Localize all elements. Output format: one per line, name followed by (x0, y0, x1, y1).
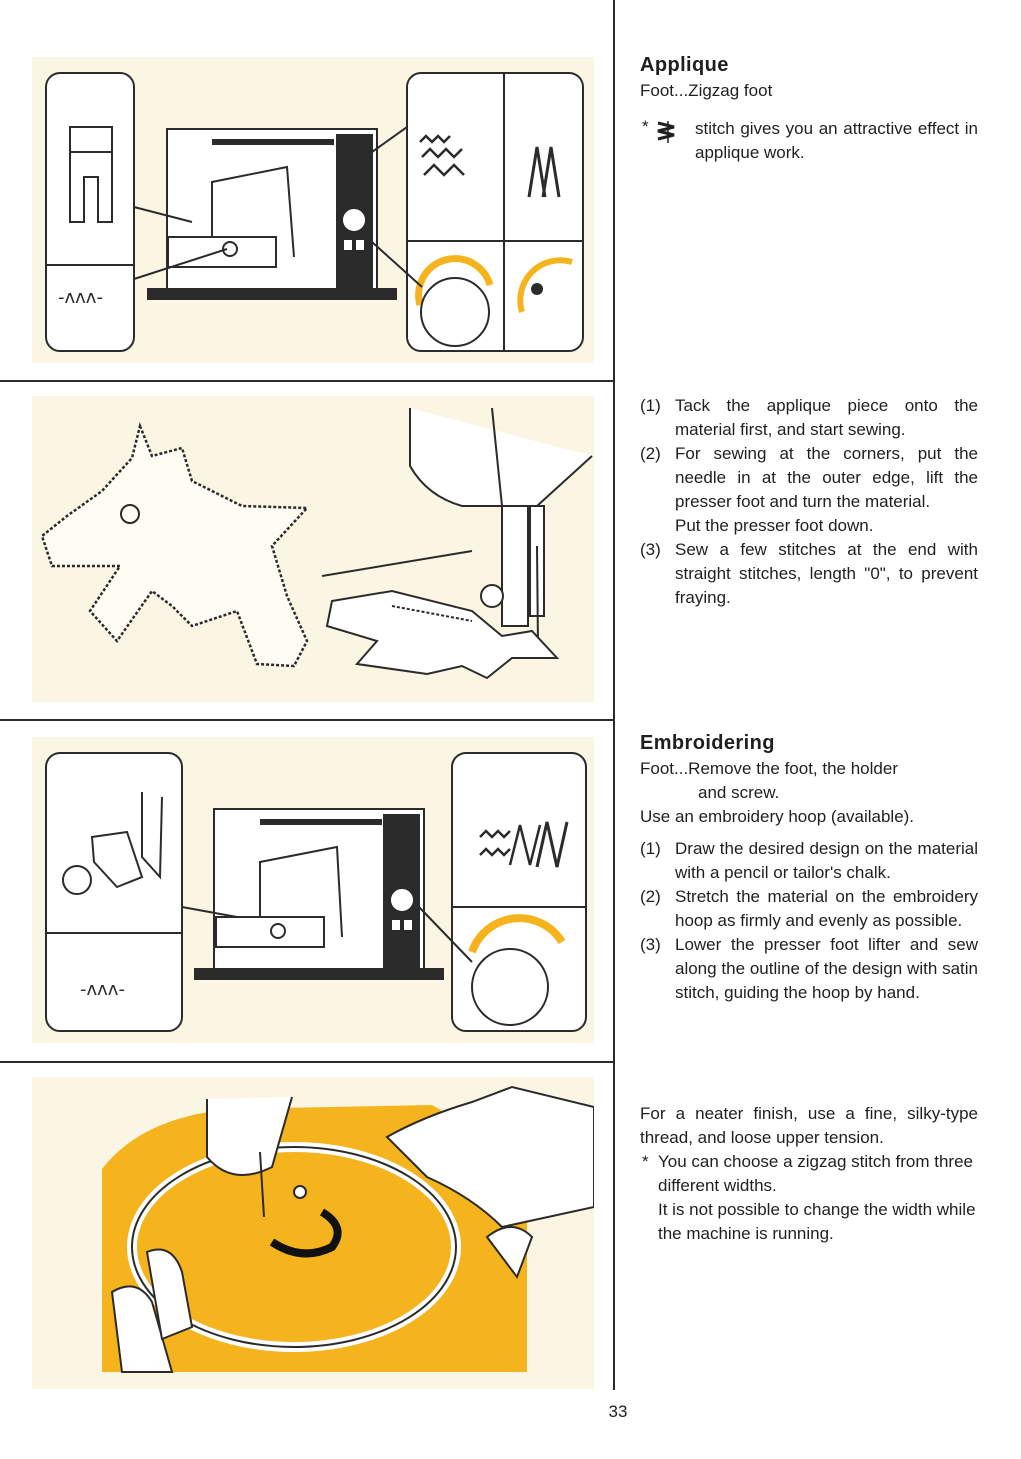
embroidering-step-1: (1) Draw the desired design on the material with a pencil or tailor's chalk. (640, 839, 978, 882)
applique-step-3: (3) Sew a few stitches at the end with straight stitches, length "0", to prevent fraying. (640, 540, 978, 607)
applique-steps (640, 394, 978, 610)
page-number: 33 (608, 1402, 628, 1421)
divider-3 (0, 1061, 614, 1063)
width-note: * You can choose a zigzag stitch from three different widths. (642, 1152, 973, 1195)
applique-foot: Foot...Zigzag foot (640, 81, 773, 100)
applique-setup-illustration (32, 57, 594, 363)
applique-step-1: (1) Tack the applique piece onto the material first, and start sewing. (640, 396, 978, 439)
zigzag-stitch-icon (654, 119, 680, 145)
applique-title: Applique (640, 54, 729, 76)
note-star: * (642, 117, 649, 136)
finish-note: For a neater finish, use a fine, silky-type thread, and loose upper tension. (640, 1104, 978, 1147)
embroidering-step-3: (3) Lower the presser foot lifter and sew along the outline of the design with satin stitch, guiding the hoop by hand. (640, 935, 978, 1002)
applique-note (640, 117, 978, 165)
embroidering-notes (640, 1102, 978, 1246)
svg-text:-ʌʌʌ-: -ʌʌʌ- (80, 979, 125, 1000)
embroidering-step-2: (2) Stretch the material on the embroidery hoop as firmly and evenly as possible. (640, 887, 978, 930)
applique-sewing-illustration (32, 396, 594, 702)
width-warning: It is not possible to change the width while the machine is running. (658, 1200, 976, 1243)
embroidering-title: Embroidering (640, 732, 775, 754)
applique-step-2: (2) For sewing at the corners, put the needle in at the outer edge, lift the presser foot and turn the material. Put the presser foot down. (640, 444, 978, 535)
embroidering-foot-cont: and screw. (698, 783, 780, 802)
applique-note-text: stitch gives you an attractive effect in applique work. (695, 119, 978, 162)
divider-1 (0, 380, 614, 382)
divider-2 (0, 719, 614, 721)
embroidering-setup-illustration (32, 737, 594, 1043)
embroidering-foot: Foot...Remove the foot, the holder (640, 759, 898, 778)
embroidering-hoop: Use an embroidery hoop (available). (640, 807, 915, 826)
embroidering-section (640, 732, 978, 1005)
embroidery-hoop-illustration (32, 1077, 594, 1389)
svg-text:-ʌʌʌ-: -ʌʌʌ- (58, 287, 103, 308)
column-divider (613, 0, 615, 1390)
applique-section (640, 54, 978, 165)
